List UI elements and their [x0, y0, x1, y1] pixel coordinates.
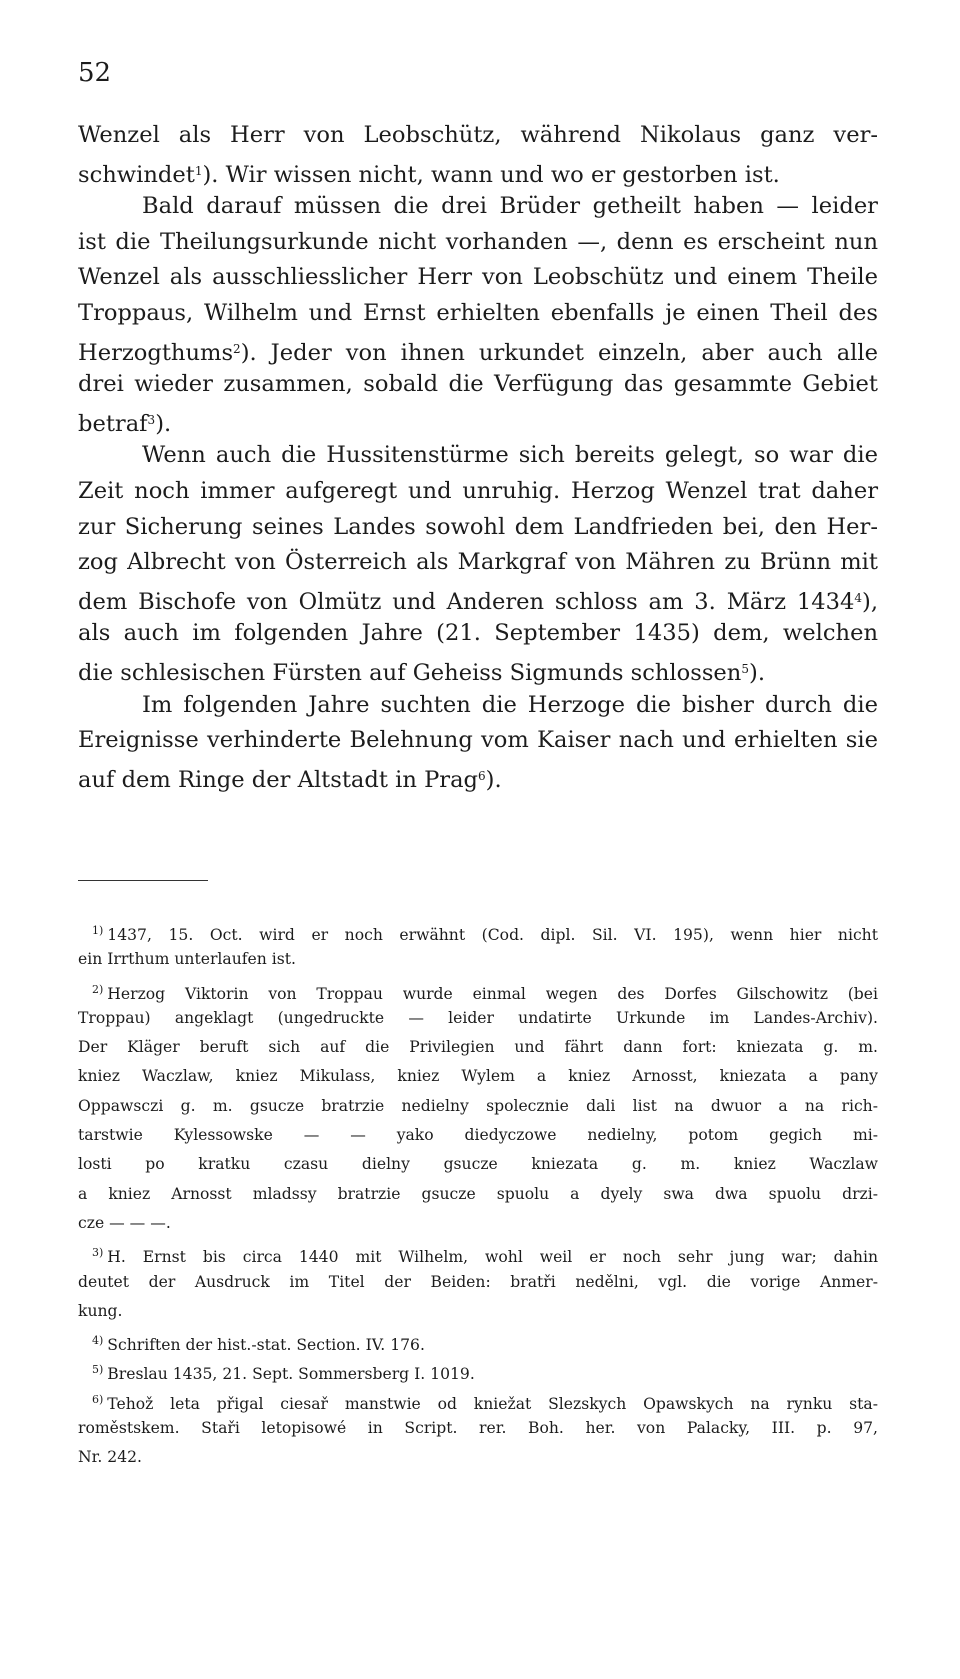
body-line	[78, 225, 878, 261]
footnote-line	[78, 975, 878, 1004]
footnote-text: Troppau) angeklagt (ungedruckte — leider undatirte Urkunde im Landes-Archiv).	[78, 1008, 878, 1027]
footnote-text: Tehož leta přigal ciesař manstwie od kniežat Slezskych Opawskych na rynku sta-	[107, 1394, 878, 1413]
footnote-line	[78, 1150, 878, 1179]
text-segment: schwindet	[78, 161, 195, 188]
footnote-line	[78, 1092, 878, 1121]
footnote-line	[78, 1443, 878, 1472]
footnote-line	[78, 1297, 878, 1326]
footnote-paren: )	[99, 1363, 104, 1377]
text-segment: ).	[749, 659, 765, 686]
text-segment: Troppaus, Wilhelm und Ernst erhielten ebenfalls je einen Theil des	[78, 299, 878, 326]
body-line	[78, 545, 878, 581]
footnote-text: Schriften der hist.-stat. Section. IV. 176.	[107, 1336, 425, 1355]
text-segment: Wenzel als ausschliesslicher Herr von Leobschütz und einem Theile	[78, 264, 878, 291]
text-segment: betraf	[78, 410, 148, 437]
footnote-reference: 4	[854, 590, 862, 605]
footnote-reference: 6	[478, 768, 486, 783]
footnote-text: tarstwie Kylessowske — — yako diedyczowe nedielny, potom gegich mi-	[78, 1126, 878, 1145]
footnote-paren: )	[99, 982, 104, 996]
footnote-text: Der Kläger beruft sich auf die Privilegien und fährt dann fort: kniezata g. m.	[78, 1038, 878, 1057]
text-segment: als auch im folgenden Jahre (21. September 1435) dem, welchen	[78, 620, 878, 647]
footnote-mark: 5	[92, 1363, 99, 1377]
footnote-text: a kniez Arnosst mladssy bratrzie gsucze spuolu a dyely swa dwa spuolu drzi-	[78, 1184, 878, 1203]
footnote-line	[78, 1238, 878, 1267]
text-segment: Ereignisse verhinderte Belehnung vom Kaiser nach und erhielten sie	[78, 727, 878, 754]
body-line	[78, 759, 878, 795]
text-segment: zog Albrecht von Österreich als Markgraf von Mähren zu Brünn mit	[78, 549, 878, 576]
footnote-line	[78, 945, 878, 974]
text-segment: Herzogthums	[78, 339, 234, 366]
footnote-line	[78, 1385, 878, 1414]
body-line	[78, 616, 878, 652]
footnote-mark: 2	[92, 982, 99, 996]
footnote-text: Breslau 1435, 21. Sept. Sommersberg I. 1019.	[107, 1365, 475, 1384]
text-segment: auf dem Ringe der Altstadt in Prag	[78, 766, 479, 793]
footnote-line	[78, 1180, 878, 1209]
footnote-paren: )	[99, 1246, 104, 1260]
text-segment: zur Sicherung seines Landes sowohl dem Landfrieden bei, den Her-	[78, 513, 878, 540]
text-segment: drei wieder zusammen, sobald die Verfügung das gesammte Gebiet	[78, 371, 878, 398]
footnote-line	[78, 1121, 878, 1150]
text-segment: ). Wir wissen nicht, wann und wo er gestorben ist.	[202, 161, 780, 188]
footnote-text: Herzog Viktorin von Troppau wurde einmal wegen des Dorfes Gilschowitz (bei	[107, 984, 878, 1003]
footnote-text: Nr. 242.	[78, 1448, 143, 1467]
footnote-text: roměstskem. Staři letopisowé in Script. rer. Boh. her. von Palacky, III. p. 97,	[78, 1419, 878, 1438]
text-segment: ist die Theilungsurkunde nicht vorhanden —, denn es erscheint nun	[78, 228, 878, 255]
body-line	[78, 260, 878, 296]
footnote-text: ein Irrthum unterlaufen ist.	[78, 950, 296, 969]
text-segment: ),	[862, 588, 878, 615]
footnote-text: Oppawsczi g. m. gsucze bratrzie nedielny spolecznie dali list na dwuor a na rich-	[78, 1096, 878, 1115]
body-line	[78, 652, 878, 688]
footnote	[78, 1385, 878, 1473]
main-text	[78, 118, 878, 794]
body-line	[78, 723, 878, 759]
footnote-line	[78, 1268, 878, 1297]
footnote-paren: )	[99, 924, 104, 937]
body-line	[78, 154, 878, 190]
footnote-text: deutet der Ausdruck im Titel der Beiden: bratři nedělni, vgl. die vorige Anmer-	[78, 1272, 878, 1291]
footnote-line	[78, 1004, 878, 1033]
text-segment: die schlesischen Fürsten auf Geheiss Sigmunds schlossen	[78, 659, 742, 686]
footnote-separator	[78, 880, 208, 881]
body-line	[78, 688, 878, 724]
text-segment: ). Jeder von ihnen urkundet einzeln, aber auch alle	[240, 339, 878, 366]
body-line	[78, 438, 878, 474]
footnote-text: cze — — —.	[78, 1213, 171, 1232]
body-line	[78, 118, 878, 154]
text-segment: Bald darauf müssen die drei Brüder getheilt haben — leider	[142, 193, 878, 220]
page-number: 52	[78, 58, 112, 88]
footnote-mark: 6	[92, 1392, 99, 1406]
footnote-line	[78, 1326, 878, 1355]
footnote-reference: 5	[741, 661, 749, 676]
body-line	[78, 403, 878, 439]
body-line	[78, 189, 878, 225]
footnotes	[78, 916, 878, 1473]
footnote	[78, 975, 878, 1239]
footnote-text: 1437, 15. Oct. wird er noch erwähnt (Cod. dipl. Sil. VI. 195), wenn hier nicht	[107, 926, 878, 944]
footnote-line	[78, 1033, 878, 1062]
body-line	[78, 581, 878, 617]
footnote	[78, 1238, 878, 1326]
footnote-paren: )	[99, 1334, 104, 1348]
footnote-reference: 3	[147, 412, 156, 427]
footnote-line	[78, 1414, 878, 1443]
text-segment: Wenzel als Herr von Leobschütz, während Nikolaus ganz ver-	[78, 122, 878, 148]
footnote-text: losti po kratku czasu dielny gsucze kniezata g. m. kniez Waczlaw	[78, 1155, 878, 1174]
footnote-mark: 1	[92, 924, 99, 937]
footnote-paren: )	[99, 1392, 104, 1406]
footnote-mark: 3	[92, 1246, 99, 1260]
text-segment: ).	[485, 766, 502, 793]
text-segment: Wenn auch die Hussitenstürme sich bereits gelegt, so war die	[142, 442, 878, 469]
footnote-line	[78, 1355, 878, 1384]
footnote-mark: 4	[92, 1334, 99, 1348]
text-segment: Im folgenden Jahre suchten die Herzoge die bisher durch die	[142, 691, 878, 718]
text-segment: dem Bischofe von Olmütz und Anderen schloss am 3. März 1434	[78, 588, 855, 615]
body-line	[78, 332, 878, 368]
body-line	[78, 296, 878, 332]
footnote-line	[78, 916, 878, 945]
text-segment: ).	[155, 410, 172, 437]
footnote	[78, 1326, 878, 1355]
body-line	[78, 367, 878, 403]
footnote-text: kniez Waczlaw, kniez Mikulass, kniez Wylem a kniez Arnosst, kniezata a pany	[78, 1067, 878, 1086]
footnote-reference: 1	[194, 163, 203, 178]
text-segment: Zeit noch immer aufgeregt und unruhig. Herzog Wenzel trat daher	[78, 477, 878, 504]
footnote-reference: 2	[233, 341, 241, 356]
footnote-text: H. Ernst bis circa 1440 mit Wilhelm, wohl weil er noch sehr jung war; dahin	[107, 1248, 878, 1267]
footnote	[78, 1355, 878, 1384]
footnote-line	[78, 1062, 878, 1091]
footnote	[78, 916, 878, 975]
footnote-text: kung.	[78, 1301, 123, 1320]
body-line	[78, 510, 878, 546]
footnote-line	[78, 1209, 878, 1238]
body-line	[78, 474, 878, 510]
